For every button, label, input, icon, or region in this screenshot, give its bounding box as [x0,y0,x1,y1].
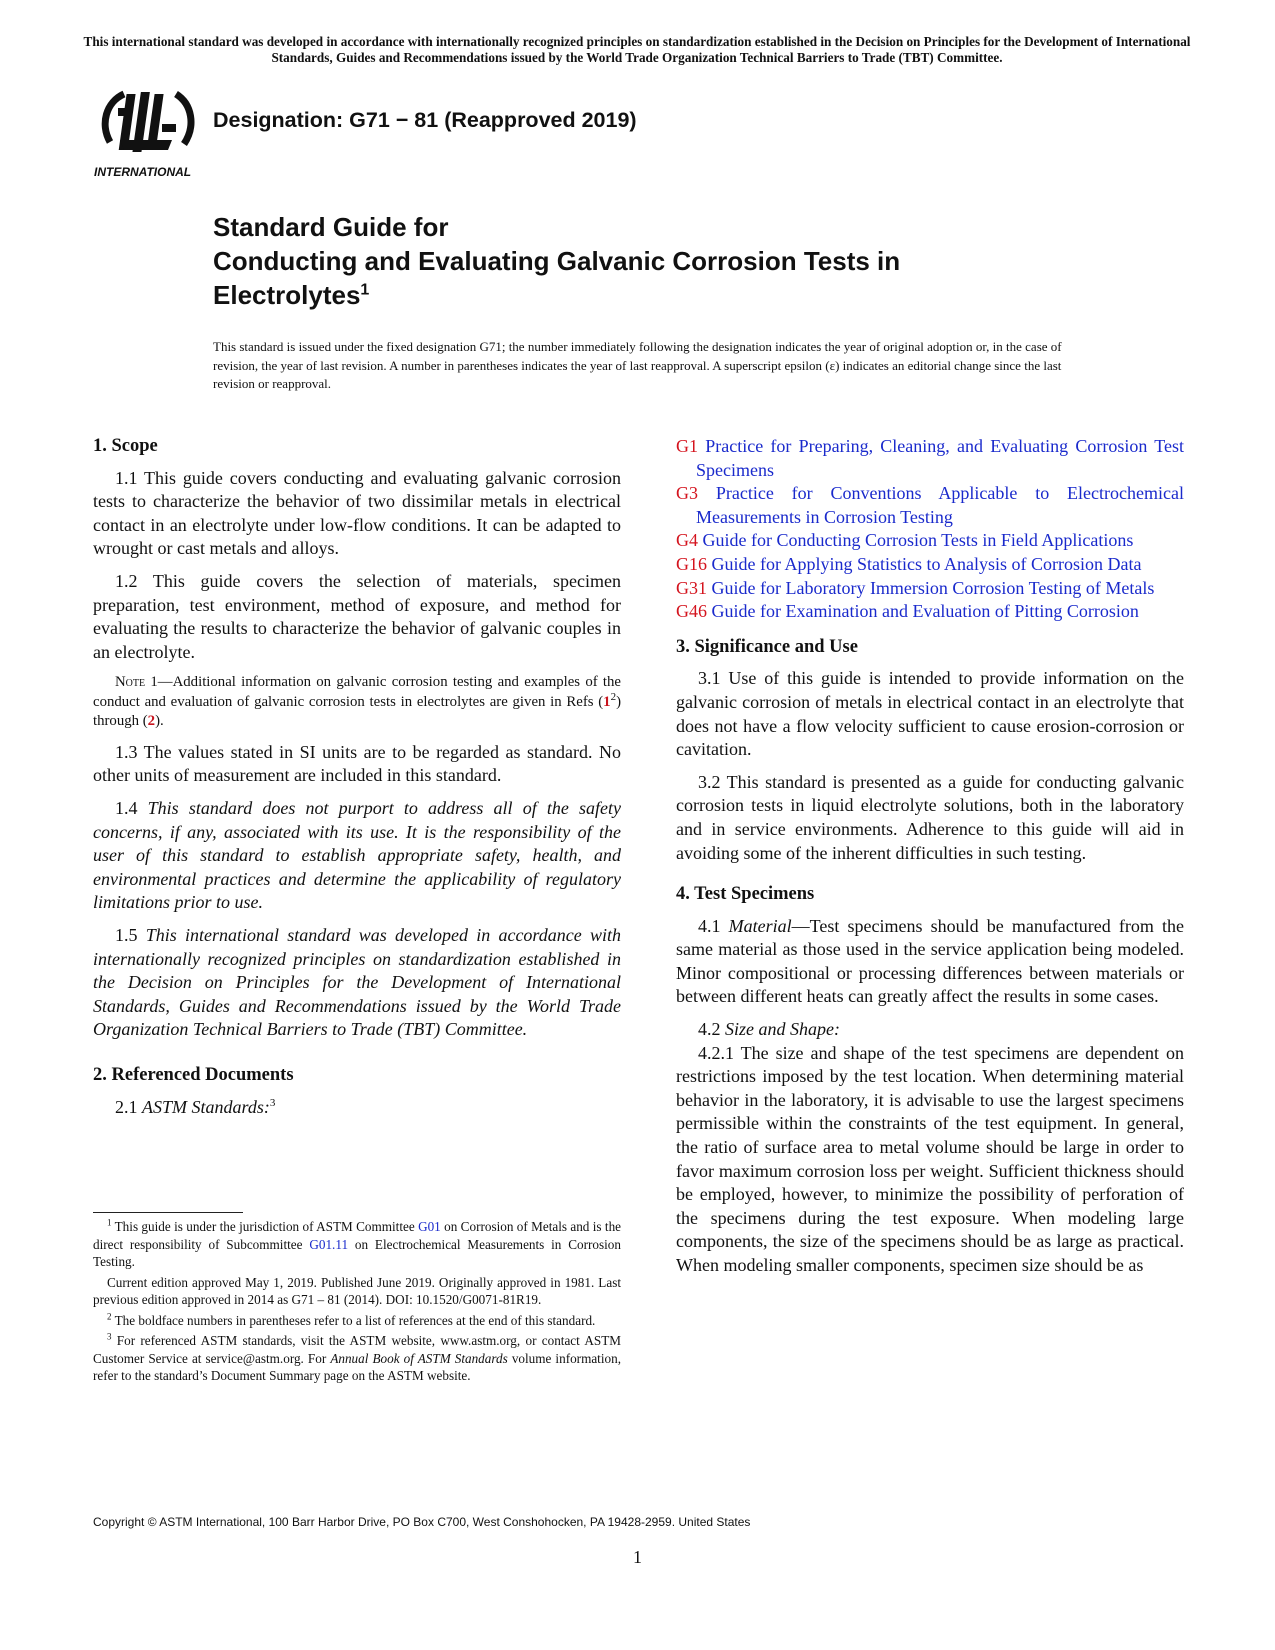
section-heading-significance: 3. Significance and Use [676,636,858,657]
paragraph-1-3: 1.3 The values stated in SI units are to be regarded as standard. No other units of measurement are included in this standard. [93,741,621,786]
ref-item[interactable]: G16 Guide for Applying Statistics to Analysis of Corrosion Data [676,553,1142,574]
ref-item[interactable]: G31 Guide for Laboratory Immersion Corrosion Testing of Metals [676,577,1155,598]
note-1: Note 1—Additional information on galvanic corrosion testing and examples of the conduct and evaluation of galvanic corrosion tests in electrolytes are given in Refs $(1^2)$ through (2). [93,674,621,730]
section-heading-referenced: 2. Referenced Documents [93,1064,294,1085]
referenced-standards-list [676,435,1184,624]
ref-item[interactable]: G3 Practice for Conventions Applicable to Electrochemical Measurements in Corrosion Testing [676,483,1184,527]
footnote-1-edition: Current edition approved May 1, 2019. Published June 2019. Originally approved in 1981. Last previous edition approved in 2014 as G71 – 81 (2014). DOI: 10.1520/G0071-81R19. [93,1274,621,1307]
designation: Designation: G71 − 81 (Reapproved 2019) [213,108,637,132]
footnote-1: $^1$ This guide is under the jurisdiction of ASTM Committee G01 on Corrosion of Metals and is the direct responsibility of Subcommittee G01.11 on Electrochemical Measurements in Corrosion Testing. [93,1217,622,1269]
section-heading-scope: 1. Scope [93,436,158,456]
paragraph-3-2: 3.2 This standard is presented as a guide for conducting galvanic corrosion tests in liquid electrolyte solutions, both in the laboratory and in service environments. Adherence to this guide will aid in avoiding some of the inherent difficulties in such testing. [676,771,1184,863]
paragraph-1-5: 1.5 This international standard was developed in accordance with internationally recognized principles on standardization established in the Decision on Principles for the Development of International Standards, Guides and Recommendations issued by the World Trade Organization Technical Barriers to Trade (TBT) Committee. [93,925,621,1040]
paragraph-1-1: 1.1 This guide covers conducting and evaluating galvanic corrosion tests to characterize the behavior of two dissimilar metals in electrical contact in an electrolyte under low-flow conditions. It can be adapted to wrought or cast metals and alloys. [93,467,621,559]
page-title [213,210,900,312]
paragraph-3-1: 3.1 Use of this guide is intended to provide information on the galvanic corrosion of metals in electrical contact in an electrolyte that does not have a flow velocity sufficient to cause erosion-corrosion or cavitation. [676,668,1184,760]
paragraph-1-4: 1.4 This standard does not purport to address all of the safety concerns, if any, associated with its use. It is the responsibility of the user of this standard to establish appropriate safety, health, and environmental practices and determine the applicability of regulatory limitations prior to use. [93,798,622,913]
issue-note: This standard is issued under the fixed designation G71; the number immediately following the designation indicates the year of original adoption or, in the case of revision, the year of last revision. A number in parentheses indicates the year of last reapproval. A superscript epsilon (ε) indicates an editorial change since the last revision or reapproval. [213,339,1062,391]
footnote-divider [93,1212,243,1213]
page-number: 1 [633,1547,642,1567]
footnote-3: $^3$ For referenced ASTM standards, visit the ASTM website, www.astm.org, or contact ASTM Customer Service at service@astm.org. For Annual Book of ASTM Standards volume information, refer to the standard’s Document Summary page on the ASTM website. [93,1331,622,1383]
right-column [676,435,1184,1287]
copyright-line: Copyright © ASTM International, 100 Barr Harbor Drive, PO Box C700, West Conshohocken, PA 19428-2959. United States [93,1515,751,1529]
paragraph-4-2: 4.2 Size and Shape: [698,1019,840,1040]
ref-link-2[interactable]: 2 [147,713,156,730]
astm-logo-icon [92,84,200,180]
section-heading-specimens: 4. Test Specimens [676,884,815,905]
committee-link[interactable]: G01 [418,1219,441,1234]
title-line-1: Standard Guide for [213,212,449,242]
left-column [93,435,621,1128]
paragraph-4-1: 4.1 Material—Test specimens should be manufactured from the same material as those used in the service application being modeled. Minor compositional or processing differences between materials or between different heats can greatly affect the results in some cases. [676,915,1184,1007]
footnotes [93,1218,621,1388]
title-footnote-mark[interactable]: 1 [360,281,370,299]
paragraph-2-1: 2.1 ASTM Standards:$^3$ [115,1096,276,1117]
title-line-3: Electrolytes$^1$ [213,280,370,310]
ref-link-1[interactable]: 1 [603,693,611,710]
paragraph-1-2: 1.2 This guide covers the selection of materials, specimen preparation, test environment, method of exposure, and method for evaluating the results to characterize the behavior of galvanic couples in an electrolyte. [93,570,621,662]
footnote-2: $^2$ The boldface numbers in parentheses refer to a list of references at the end of this standard. [107,1311,596,1328]
ref-item[interactable]: G4 Guide for Conducting Corrosion Tests in Field Applications [676,530,1134,551]
top-notice: This international standard was developed in accordance with internationally recognized principles on standardization established in the Decision on Principles for the Development of International Standards, Guides and Recommendations issued by the World Trade Organization Technical Barriers to Trade (TBT) Committee. [83,34,1191,65]
ref-item[interactable]: G1 Practice for Preparing, Cleaning, and Evaluating Corrosion Test Specimens [676,436,1184,480]
ref-item[interactable]: G46 Guide for Examination and Evaluation of Pitting Corrosion [676,601,1139,622]
title-line-2: Conducting and Evaluating Galvanic Corrosion Tests in [213,246,901,276]
logo-label: INTERNATIONAL [94,165,192,179]
subcommittee-link[interactable]: G01.11 [309,1236,349,1252]
paragraph-4-2-1: 4.2.1 The size and shape of the test specimens are dependent on restrictions imposed by the test location. When determining material behavior in the laboratory, it is advisable to use the largest specimens permissible within the constraints of the test equipment. In general, the ratio of surface area to metal volume should be large in order to favor maximum corrosion loss per weight. Sufficient thickness should be employed, however, to minimize the possibility of perforation of the specimens during the test exposure. When modeling large components, the size of the specimens should be as large as practical. When modeling smaller components, specimen size should be as [676,1042,1184,1275]
